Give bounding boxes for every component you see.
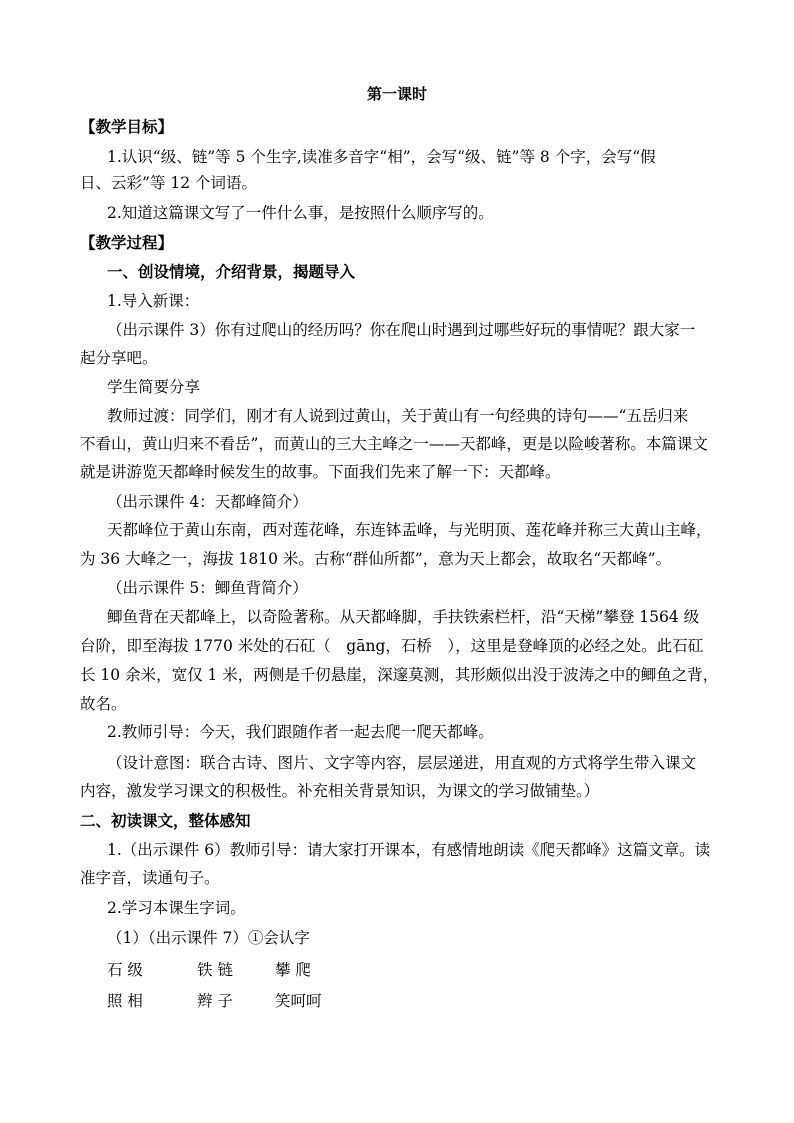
step-1-1-paragraph-4: （出示课件 4：天都峰简介） bbox=[107, 493, 308, 511]
word-item: 铁 链 bbox=[197, 961, 233, 979]
word-item: 照 相 bbox=[107, 992, 143, 1010]
goal-2: 2.知道这篇课文写了一件什么事，是按照什么顺序写的。 bbox=[107, 204, 494, 222]
word-item: 辫 子 bbox=[197, 992, 233, 1010]
step-1-1-paragraph-7-line-1: 鲫鱼背在天都峰上，以奇险著称。从天都峰脚，手扶铁索栏杆，沿“天梯”攀登 1564 级 bbox=[107, 608, 700, 626]
word-item: 笑呵呵 bbox=[275, 992, 322, 1010]
step-2-2-1: （1）（出示课件 7）①会认字 bbox=[107, 929, 310, 947]
step-1-design-intent-line-1: （设计意图：联合古诗、图片、文字等内容，层层递进，用直观的方式将学生带入课文 bbox=[107, 754, 697, 772]
step-2-2: 2.学习本课生字词。 bbox=[107, 899, 246, 917]
step-1-1-paragraph-7-line-3: 长 10 余米，宽仅 1 米，两侧是千仞悬崖，深邃莫测，其形颇似出没于波涛之中的鲫鱼之背， bbox=[80, 666, 719, 684]
step-2-heading: 二、初读课文，整体感知 bbox=[80, 811, 251, 830]
section-heading-process: 【教学过程】 bbox=[80, 233, 174, 252]
step-2-1-line-2: 准字音，读通句子。 bbox=[80, 869, 220, 887]
step-1-1-paragraph-5-line-2: 为 36 大峰之一，海拔 1810 米。古称“群仙所都”，意为天上都会，故取名“天都峰”。 bbox=[80, 550, 672, 568]
step-1-1-paragraph-3-line-3: 就是讲游览天都峰时候发生的故事。下面我们先来了解一下：天都峰。 bbox=[80, 463, 561, 481]
step-1-design-intent-line-2: 内容，激发学习课文的积极性。补充相关背景知识，为课文的学习做铺垫。） bbox=[80, 782, 600, 800]
step-1-1-paragraph-6: （出示课件 5：鲫鱼背简介） bbox=[107, 579, 308, 597]
step-1-1: 1.导入新课： bbox=[107, 292, 200, 310]
word-item: 石 级 bbox=[107, 961, 143, 979]
step-1-2: 2.教师引导：今天，我们跟随作者一起去爬一爬天都峰。 bbox=[107, 723, 494, 741]
step-1-1-paragraph-5-line-1: 天都峰位于黄山东南，西对莲花峰，东连钵盂峰，与光明顶、莲花峰并称三大黄山主峰， bbox=[107, 521, 712, 539]
section-heading-goals: 【教学目标】 bbox=[80, 117, 174, 136]
step-1-1-paragraph-7-line-4: 故名。 bbox=[80, 695, 127, 713]
word-item: 攀 爬 bbox=[275, 961, 311, 979]
step-1-1-paragraph-2: 学生简要分享 bbox=[107, 378, 201, 396]
goal-1-line-1: 1.认识“级、链”等 5 个生字,读准多音字“相”，会写“级、链”等 8 个字，会写“假 bbox=[107, 148, 656, 166]
step-1-1-paragraph-1-line-2: 起分享吧。 bbox=[80, 349, 158, 367]
goal-1-line-2: 日、云彩”等 12 个词语。 bbox=[80, 174, 258, 192]
step-1-heading: 一、创设情境，介绍背景，揭题导入 bbox=[107, 262, 356, 281]
step-1-1-paragraph-1-line-1: （出示课件 3）你有过爬山的经历吗？你在爬山时遇到过哪些好玩的事情呢？跟大家一 bbox=[107, 321, 696, 339]
step-1-1-paragraph-7-line-2: 台阶，即至海拔 1770 米处的石矼（ gāng，石桥 ），这里是登峰顶的必经之处。此石矼 bbox=[80, 637, 704, 655]
step-1-1-paragraph-3-line-2: 不看山，黄山归来不看岳”，而黄山的三大主峰之一——天都峰，更是以险峻著称。本篇课文 bbox=[80, 435, 708, 453]
page-title: 第一课时 bbox=[366, 85, 427, 103]
step-2-1-line-1: 1.（出示课件 6）教师引导：请大家打开课本，有感情地朗读《爬天都峰》这篇文章。读 bbox=[107, 841, 711, 859]
step-1-1-paragraph-3-line-1: 教师过渡：同学们，刚才有人说到过黄山，关于黄山有一句经典的诗句——“五岳归来 bbox=[107, 407, 689, 425]
